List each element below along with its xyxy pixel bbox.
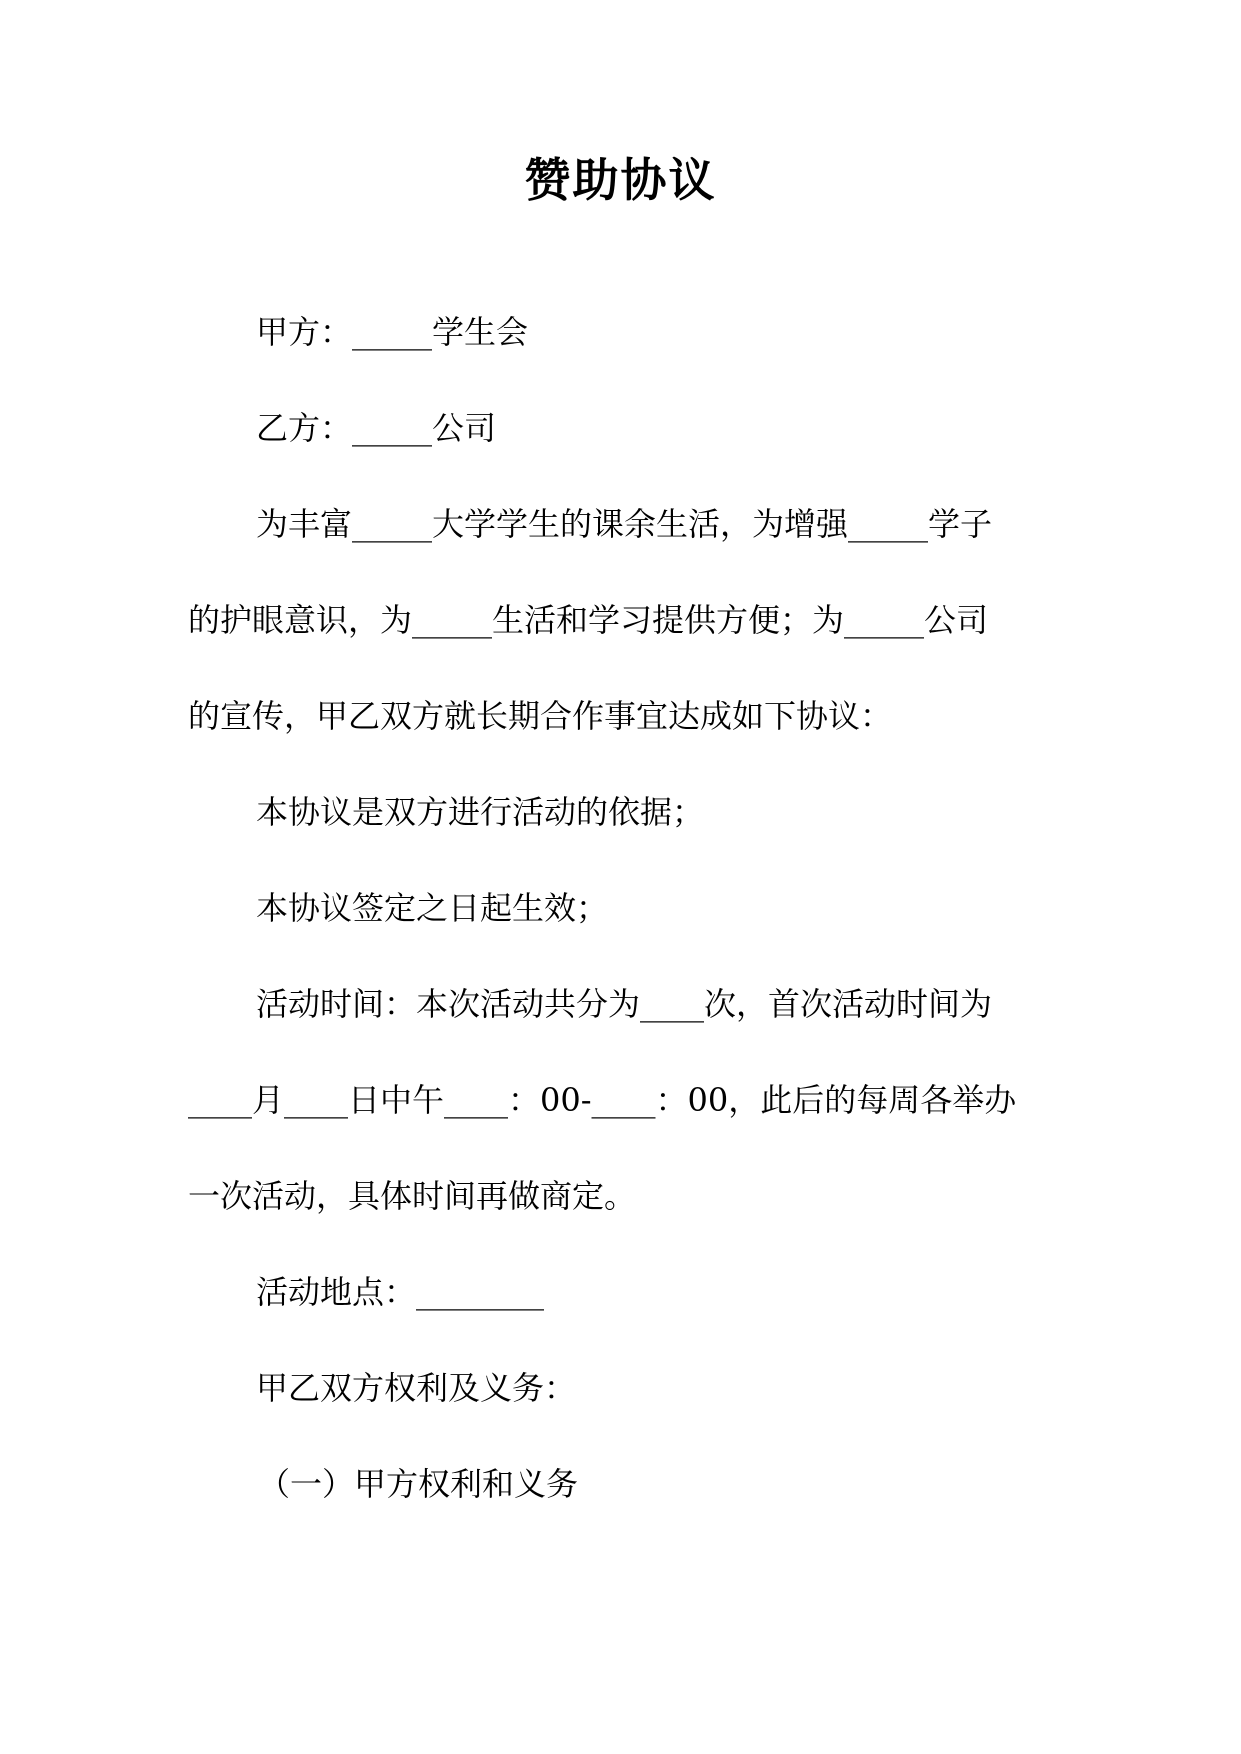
party-a-rights-heading: （一）甲方权利和义务 xyxy=(258,1465,579,1503)
preamble-line-3: 的宣传，甲乙双方就长期合作事宜达成如下协议： xyxy=(188,697,893,735)
activity-time-line-3: 一次活动，具体时间再做商定。 xyxy=(188,1177,637,1215)
preamble-line-2: 的护眼意识，为_____生活和学习提供方便；为_____公司 xyxy=(188,601,989,639)
party-a-line: 甲方：_____学生会 xyxy=(256,313,529,351)
activity-location: 活动地点：________ xyxy=(256,1273,545,1311)
basis-clause: 本协议是双方进行活动的依据； xyxy=(256,793,705,831)
preamble-line-1: 为丰富_____大学学生的课余生活，为增强_____学子 xyxy=(256,505,993,543)
rights-heading: 甲乙双方权利及义务： xyxy=(256,1369,577,1407)
activity-time-line-1: 活动时间：本次活动共分为____次，首次活动时间为 xyxy=(256,985,993,1023)
party-b-line: 乙方：_____公司 xyxy=(256,409,497,447)
activity-time-line-2: ____月____日中午____：00-____：00，此后的每周各举办 xyxy=(188,1081,1017,1119)
effective-clause: 本协议签定之日起生效； xyxy=(256,889,609,927)
document-title: 赞助协议 xyxy=(524,153,717,207)
